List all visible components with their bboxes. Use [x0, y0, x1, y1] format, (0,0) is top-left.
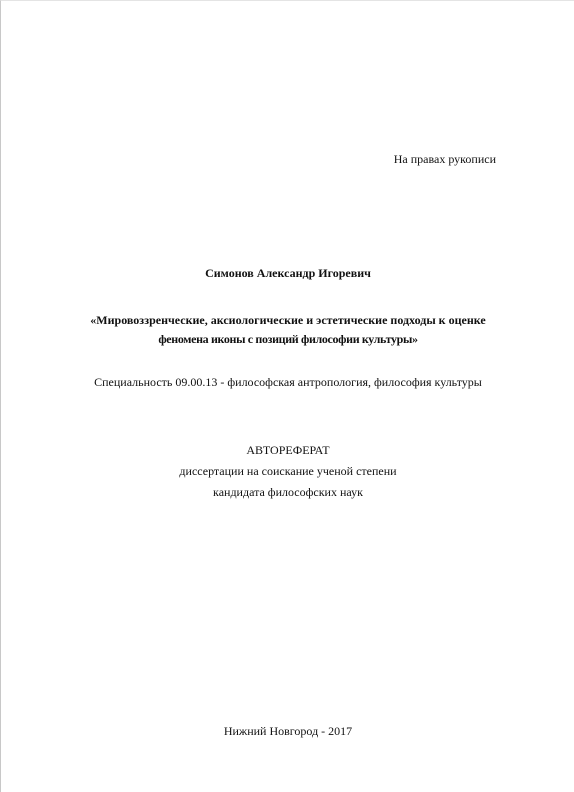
- rights-note: На правах рукописи: [393, 152, 496, 166]
- document-type-heading: АВТОРЕФЕРАТ: [246, 443, 330, 457]
- title-line-2: феномена иконы с позиций философии культуры»: [158, 332, 418, 346]
- place-and-year: Нижний Новгород - 2017: [223, 724, 353, 738]
- purpose-line-2: кандидата философских наук: [213, 485, 363, 499]
- specialty-line: Специальность 09.00.13 - философская антропология, философия культуры: [94, 375, 482, 389]
- purpose-line-1: диссертации на соискание ученой степени: [179, 464, 397, 478]
- title-line-1: «Мировоззренческие, аксиологические и эстетические подходы к оценке: [90, 313, 486, 327]
- author-name: Симонов Александр Игоревич: [205, 266, 371, 280]
